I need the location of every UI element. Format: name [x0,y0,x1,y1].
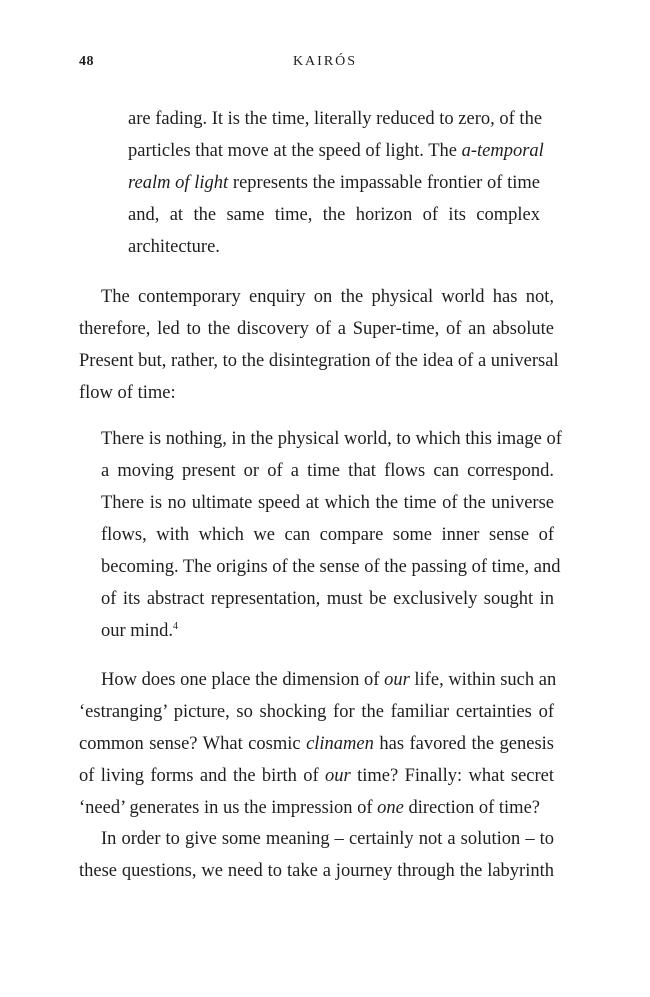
running-title: KAIRÓS [292,54,358,69]
text-line: There is nothing, in the physical world, to which this image of [101,429,562,449]
text-line: architecture. [128,237,220,257]
paragraph-journey [79,823,554,887]
running-head [0,54,650,74]
text-line: of living forms and the birth of our time? Finally: what secret [79,766,555,786]
emphasis: a-temporal [461,141,544,161]
text-line: In order to give some meaning – certainly not a solution – to [101,829,554,849]
text-line: How does one place the dimension of our life, within such an [101,670,557,690]
text-line: a moving present or of a time that flows can correspond. [101,461,554,481]
text-line: ‘need’ generates in us the impression of one direction of time? [79,798,540,818]
footnote-marker: 4 [172,621,178,632]
emphasis: our [384,670,410,690]
text-line: Present but, rather, to the disintegration of the idea of a universal [79,351,559,371]
text-line: therefore, led to the discovery of a Super-time, of an absolute [79,319,554,339]
block-quote-physical-world [101,423,562,647]
page-number: 48 [79,54,94,69]
block-quote-continued [128,103,544,263]
text-line: becoming. The origins of the sense of the passing of time, and [101,557,561,577]
text-line: realm of light represents the impassable frontier of time [128,173,540,193]
text-line: these questions, we need to take a journey through the labyrinth [79,861,554,881]
text-line: ‘estranging’ picture, so shocking for the familiar certainties of [79,702,554,722]
paragraph-enquiry [79,281,559,409]
emphasis: realm of light [128,173,229,193]
text-line: and, at the same time, the horizon of its complex [128,205,540,225]
text-line: The contemporary enquiry on the physical world has not, [101,287,554,307]
text-line: flows, with which we can compare some inner sense of [101,525,554,545]
emphasis: clinamen [306,734,374,754]
text-line: are fading. It is the time, literally reduced to zero, of the [128,109,543,129]
text-line: flow of time: [79,383,176,403]
emphasis: our [325,766,351,786]
text-line: of its abstract representation, must be exclusively sought in [101,589,554,609]
text-line: There is no ultimate speed at which the time of the universe [101,493,554,513]
text-line: common sense? What cosmic clinamen has favored the genesis [79,734,554,754]
text-line: particles that move at the speed of light. The a-temporal [128,141,544,161]
paragraph-questions [79,664,557,824]
emphasis: one [377,798,404,818]
text-line: our mind.$^4$ [101,621,178,641]
